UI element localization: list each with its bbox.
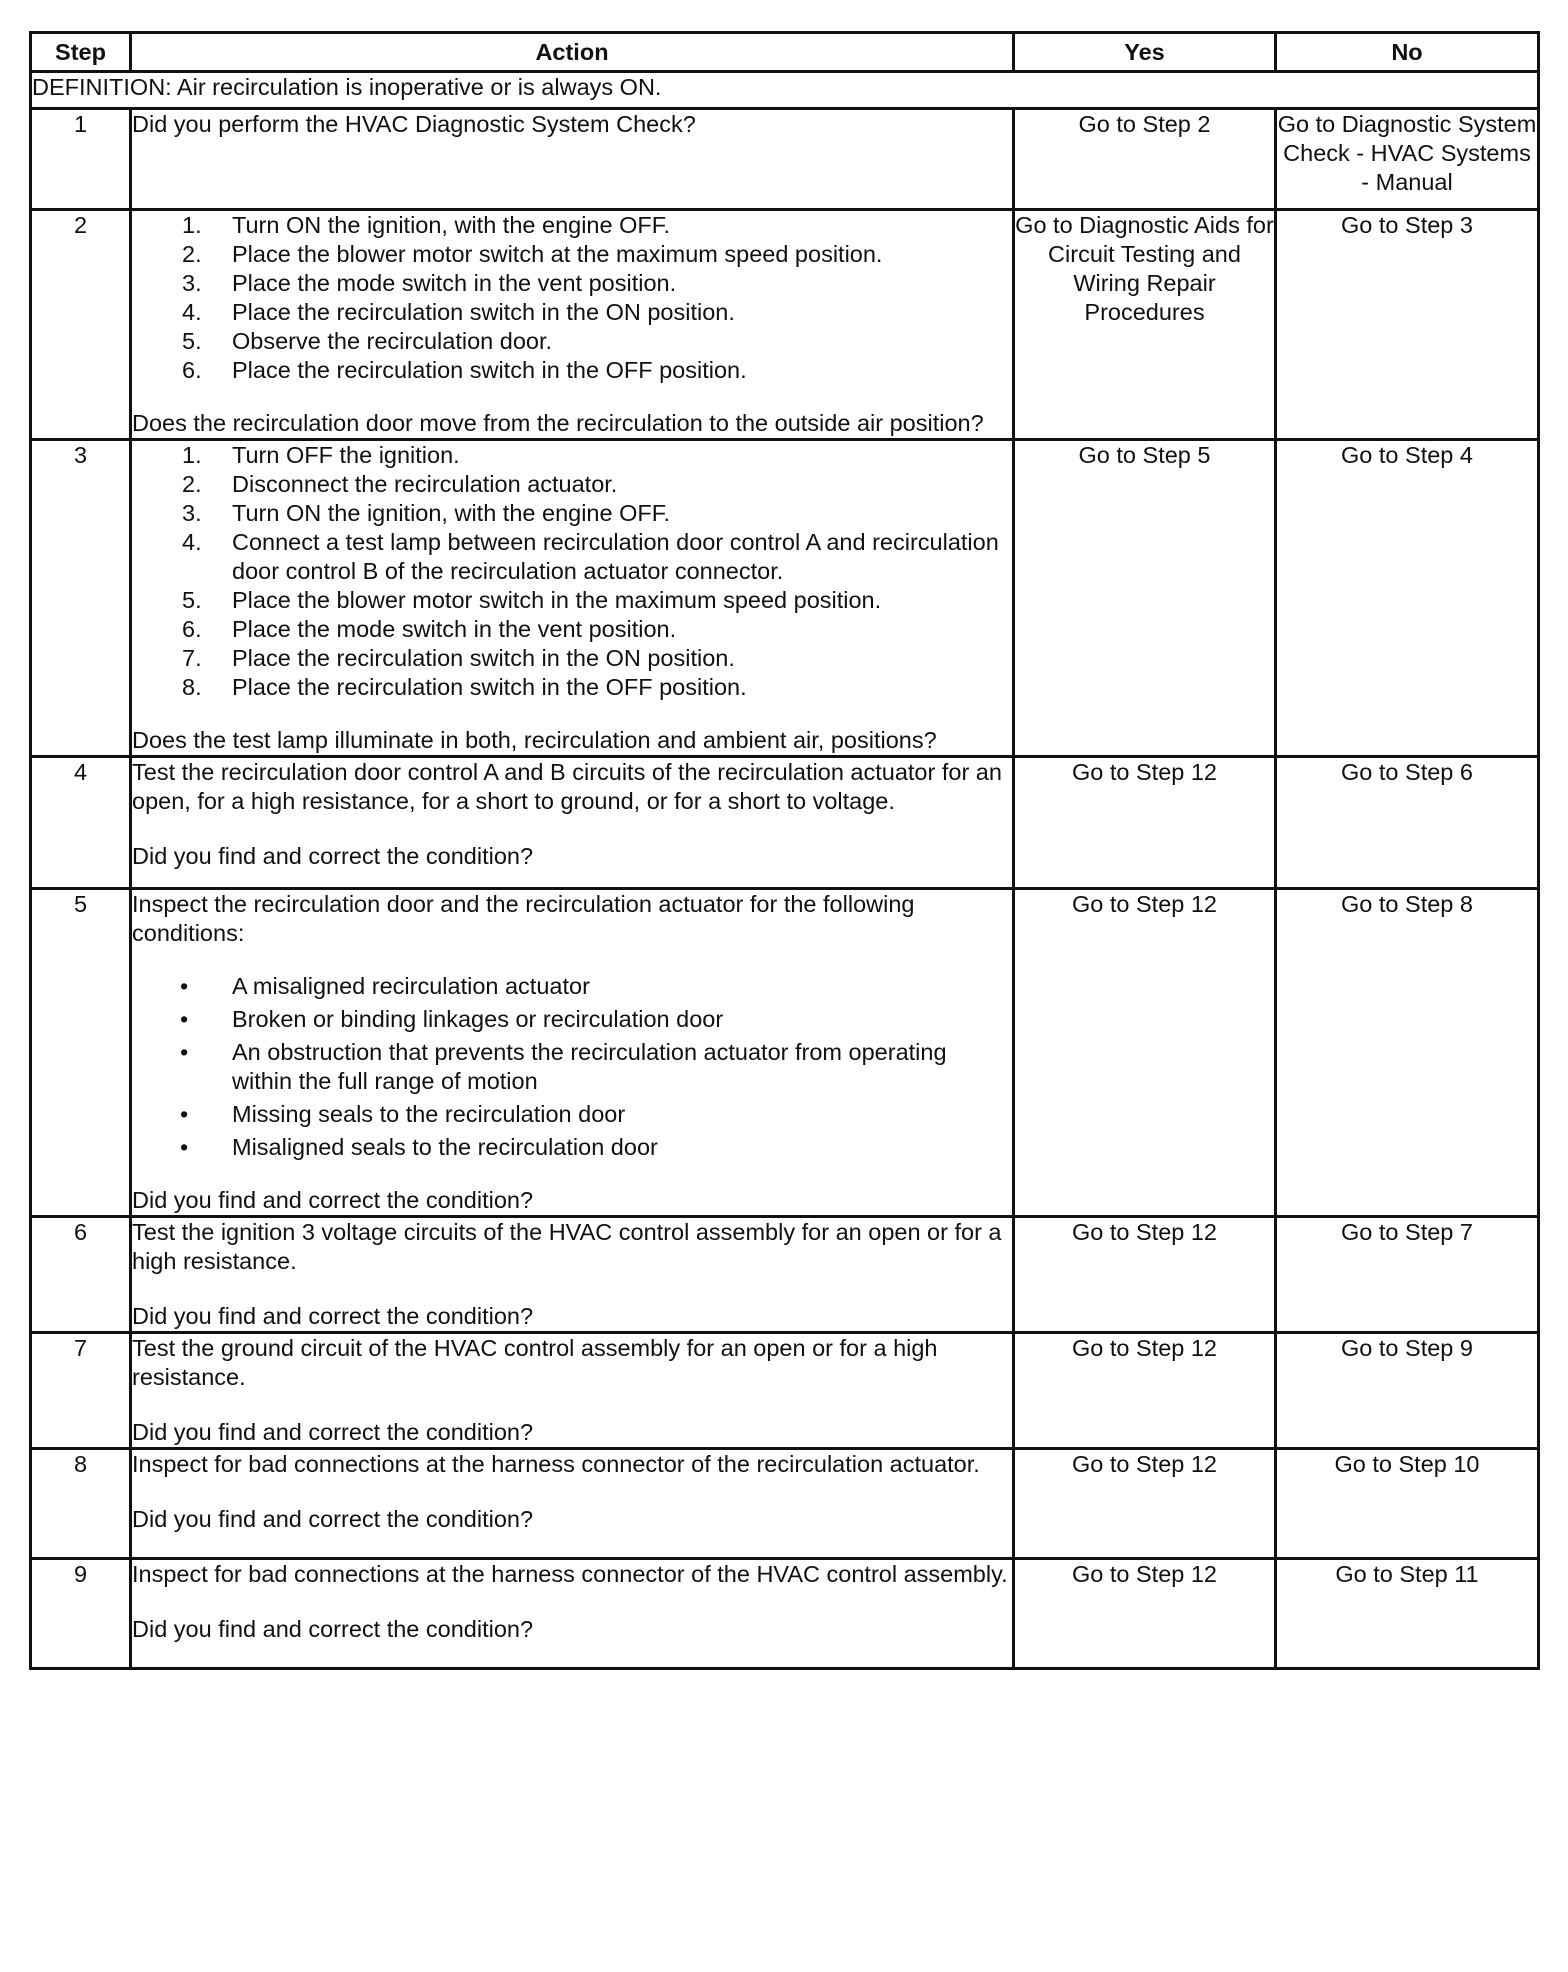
yes-result: Go to Step 12 [1014,1217,1276,1333]
procedure-step-number: 2. [182,241,202,267]
table-row [31,440,1539,757]
procedure-list [132,211,1012,385]
table-row [31,889,1539,1217]
action-intro: Did you perform the HVAC Diagnostic System Check? [132,111,696,137]
step-number: 9 [31,1559,131,1669]
yes-result: Go to Step 12 [1014,1333,1276,1449]
action-intro: Inspect for bad connections at the harness connector of the HVAC control assembly. [132,1561,1008,1587]
step-number: 1 [31,109,131,210]
yes-result: Go to Step 12 [1014,889,1276,1217]
action-question: Did you find and correct the condition? [132,1506,534,1532]
action-question: Did you find and correct the condition? [132,843,534,869]
procedure-step-text: Turn ON the ignition, with the engine OFF. [232,212,671,238]
step-number: 6 [31,1217,131,1333]
procedure-step-number: 3. [182,270,202,296]
condition-text: Missing seals to the recirculation door [232,1101,626,1127]
step-number: 4 [31,757,131,889]
procedure-step-text: Connect a test lamp between recirculation door control A and recirculation door control B of the recirculation actuator connector. [232,529,999,584]
table-row [31,210,1539,440]
action-cell [131,1449,1014,1559]
yes-result: Go to Diagnostic Aids for Circuit Testing and Wiring Repair Procedures [1014,210,1276,440]
step-number: 7 [31,1333,131,1449]
procedure-step-text: Place the recirculation switch in the ON position. [232,645,735,671]
condition-text: Misaligned seals to the recirculation door [232,1134,658,1160]
procedure-step-number: 3. [182,500,202,526]
procedure-step [132,298,1012,327]
table-row [31,1449,1539,1559]
table-body [31,72,1539,1669]
table-row [31,109,1539,210]
procedure-step [132,327,1012,356]
procedure-step-text: Place the blower motor switch in the maximum speed position. [232,587,882,613]
procedure-step [132,528,1012,586]
action-cell [131,1559,1014,1669]
action-question: Did you find and correct the condition? [132,1616,534,1642]
procedure-step-text: Disconnect the recirculation actuator. [232,471,618,497]
action-intro: Test the recirculation door control A and B circuits of the recirculation actuator for an open, for a high resistance, for a short to ground, or for a short to voltage. [132,759,1002,814]
procedure-step [132,586,1012,615]
procedure-step [132,644,1012,673]
procedure-step-text: Place the blower motor switch at the maximum speed position. [232,241,883,267]
action-cell [131,1217,1014,1333]
procedure-step-number: 5. [182,328,202,354]
procedure-step-number: 1. [182,442,202,468]
condition-text: A misaligned recirculation actuator [232,973,590,999]
yes-result: Go to Step 12 [1014,757,1276,889]
action-cell [131,757,1014,889]
action-question: Did you find and correct the condition? [132,1419,534,1445]
condition-text: An obstruction that prevents the recirculation actuator from operating within the full range of motion [232,1039,947,1094]
action-cell [131,1333,1014,1449]
no-result: Go to Step 11 [1276,1559,1539,1669]
no-result: Go to Step 10 [1276,1449,1539,1559]
table-row [31,757,1539,889]
yes-result: Go to Step 12 [1014,1449,1276,1559]
action-cell [131,210,1014,440]
procedure-step [132,673,1012,702]
action-intro: Test the ground circuit of the HVAC control assembly for an open or for a high resistance. [132,1335,938,1390]
header-row [31,33,1539,72]
bullet-icon: • [180,1006,189,1032]
procedure-step-text: Place the mode switch in the vent position. [232,270,677,296]
action-intro: Inspect for bad connections at the harness connector of the recirculation actuator. [132,1451,980,1477]
action-question: Did you find and correct the condition? [132,1187,534,1213]
procedure-step-text: Place the recirculation switch in the OFF position. [232,674,747,700]
table-row [31,1559,1539,1669]
procedure-step-number: 2. [182,471,202,497]
bullet-icon: • [180,973,189,999]
procedure-step-text: Place the mode switch in the vent position. [232,616,677,642]
no-result: Go to Step 9 [1276,1333,1539,1449]
header-yes: Yes [1014,33,1276,72]
procedure-step [132,240,1012,269]
no-result: Go to Step 6 [1276,757,1539,889]
procedure-step-number: 4. [182,299,202,325]
action-question: Did you find and correct the condition? [132,1303,534,1329]
step-number: 3 [31,440,131,757]
step-number: 2 [31,210,131,440]
action-intro: Test the ignition 3 voltage circuits of the HVAC control assembly for an open or for a high resistance. [132,1219,1002,1274]
bullet-icon: • [180,1039,189,1065]
procedure-step-text: Place the recirculation switch in the ON position. [232,299,735,325]
no-result: Go to Step 3 [1276,210,1539,440]
condition-item [132,972,1012,1001]
procedure-step [132,269,1012,298]
yes-result: Go to Step 5 [1014,440,1276,757]
procedure-step-text: Turn ON the ignition, with the engine OFF. [232,500,671,526]
condition-item [132,1133,1012,1162]
procedure-step [132,615,1012,644]
condition-item [132,1100,1012,1129]
procedure-step-number: 6. [182,616,202,642]
condition-item [132,1038,1012,1096]
no-result: Go to Diagnostic System Check - HVAC Systems - Manual [1276,109,1539,210]
procedure-step-text: Observe the recirculation door. [232,328,553,354]
procedure-step-number: 6. [182,357,202,383]
procedure-step-number: 4. [182,529,202,555]
header-step: Step [31,33,131,72]
bullet-icon: • [180,1101,189,1127]
condition-list [132,972,1012,1162]
procedure-step [132,470,1012,499]
step-number: 5 [31,889,131,1217]
procedure-step [132,441,1012,470]
definition-text: DEFINITION: Air recirculation is inoperative or is always ON. [31,72,1539,109]
procedure-step-number: 8. [182,674,202,700]
action-question: Does the recirculation door move from the recirculation to the outside air position? [132,410,984,436]
step-number: 8 [31,1449,131,1559]
diagnostic-table [29,31,1540,1670]
procedure-step [132,211,1012,240]
no-result: Go to Step 4 [1276,440,1539,757]
definition-row [31,72,1539,109]
no-result: Go to Step 8 [1276,889,1539,1217]
procedure-step-text: Place the recirculation switch in the OFF position. [232,357,747,383]
procedure-step-number: 7. [182,645,202,671]
table-row [31,1217,1539,1333]
action-question: Does the test lamp illuminate in both, recirculation and ambient air, positions? [132,727,937,753]
yes-result: Go to Step 2 [1014,109,1276,210]
header-no: No [1276,33,1539,72]
header-action: Action [131,33,1014,72]
procedure-step-text: Turn OFF the ignition. [232,442,460,468]
action-cell [131,109,1014,210]
action-cell [131,440,1014,757]
procedure-step-number: 5. [182,587,202,613]
procedure-list [132,441,1012,702]
procedure-step [132,499,1012,528]
action-intro: Inspect the recirculation door and the recirculation actuator for the following conditions: [132,891,915,946]
procedure-step [132,356,1012,385]
condition-item [132,1005,1012,1034]
condition-text: Broken or binding linkages or recirculation door [232,1006,724,1032]
bullet-icon: • [180,1134,189,1160]
action-cell [131,889,1014,1217]
yes-result: Go to Step 12 [1014,1559,1276,1669]
table-row [31,1333,1539,1449]
no-result: Go to Step 7 [1276,1217,1539,1333]
procedure-step-number: 1. [182,212,202,238]
